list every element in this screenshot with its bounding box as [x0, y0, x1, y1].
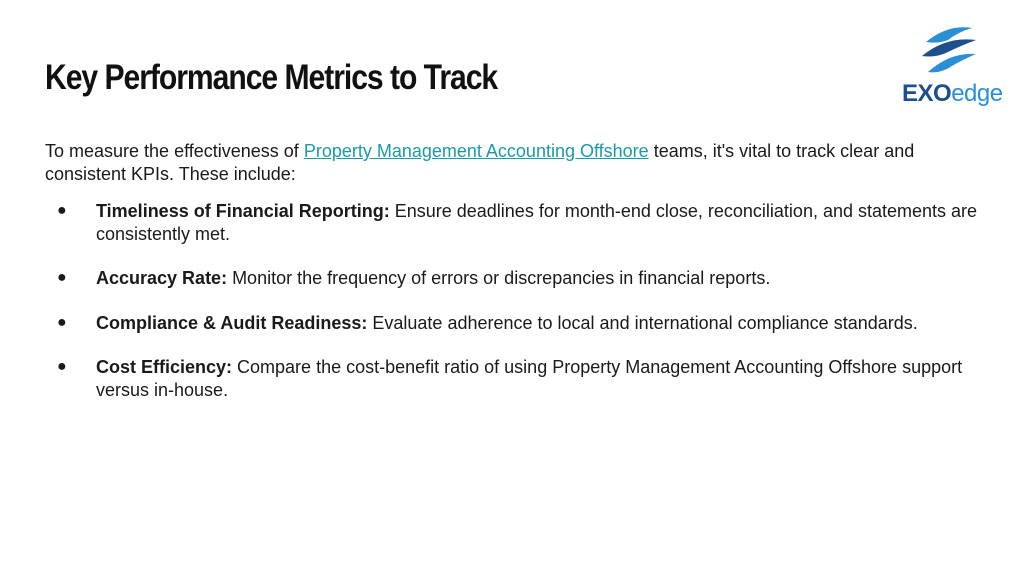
intro-text-end: teams, it's vital to track clear and consistent KPIs. These include: — [45, 141, 915, 184]
kpi-term: Timeliness of Financial Reporting: — [96, 201, 390, 221]
kpi-item-compliance — [45, 312, 985, 335]
kpi-item-cost-efficiency — [45, 356, 985, 401]
kpi-term: Cost Efficiency: — [96, 357, 233, 377]
slide-title: Key Performance Metrics to Track — [45, 58, 498, 97]
bullet-icon: ● — [57, 358, 67, 375]
kpi-description: Compare the cost-benefit ratio of using Property Management Accounting Offshore support versus in-house. — [96, 357, 963, 400]
bullet-icon: ● — [57, 269, 67, 286]
kpi-description: Monitor the frequency of errors or discrepancies in financial reports. — [227, 268, 771, 288]
bullet-icon: ● — [57, 313, 67, 331]
bullet-icon: ● — [57, 202, 67, 219]
logo-text-exo: EXO — [902, 80, 952, 107]
kpi-list — [45, 200, 985, 423]
exoedge-logo-text — [902, 80, 1003, 108]
kpi-description: Ensure deadlines for month-end close, reconciliation, and statements are consistently met. — [96, 201, 978, 244]
exoedge-logo-mark-icon — [918, 22, 980, 80]
property-management-accounting-offshore-link[interactable]: Property Management Accounting Offshore — [303, 141, 649, 161]
intro-text-start: To measure the effectiveness of — [45, 141, 304, 161]
kpi-item-timeliness — [45, 200, 985, 245]
kpi-term: Compliance & Audit Readiness: — [96, 312, 368, 333]
logo-text-edge: edge — [951, 80, 1003, 107]
intro-paragraph — [45, 140, 980, 185]
kpi-description: Evaluate adherence to local and international compliance standards. — [367, 312, 918, 333]
exoedge-logo — [900, 22, 1004, 108]
kpi-item-accuracy — [45, 267, 985, 290]
kpi-term: Accuracy Rate: — [96, 268, 228, 288]
